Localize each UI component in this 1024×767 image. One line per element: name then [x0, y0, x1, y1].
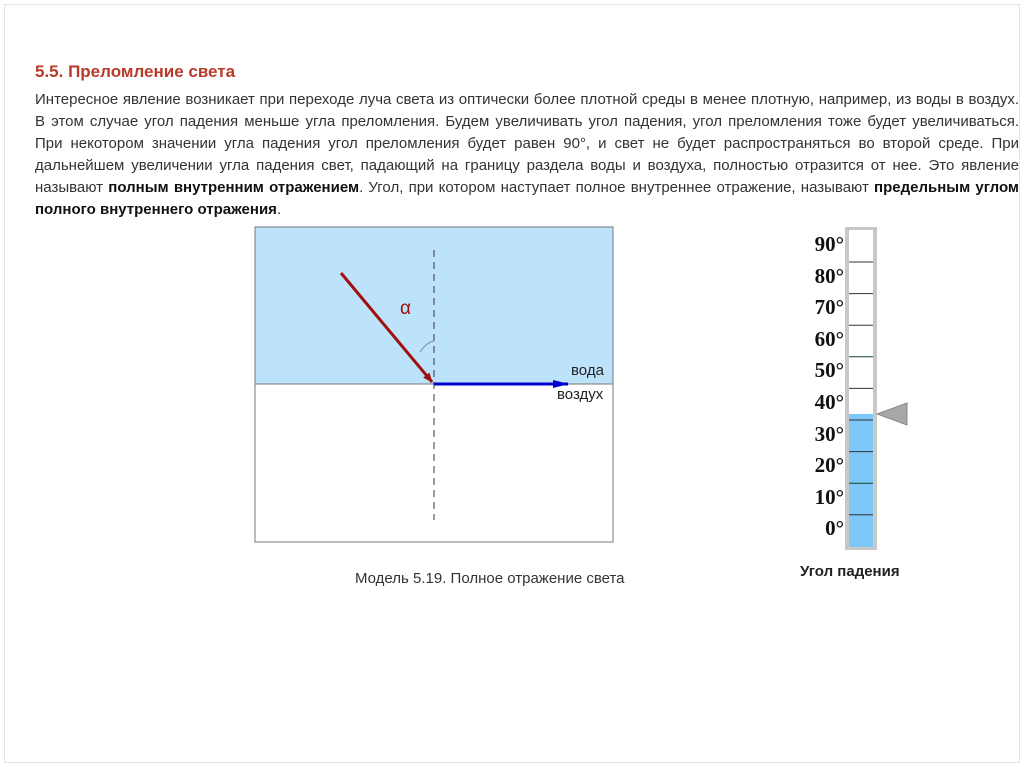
angle-label: 20°	[814, 453, 844, 478]
water-label: вода	[571, 362, 604, 379]
angle-label: 90°	[814, 232, 844, 256]
slider-thumb[interactable]	[877, 403, 907, 425]
angle-label: 10°	[814, 484, 844, 509]
angle-label: 60°	[814, 326, 844, 351]
alpha-label: α	[400, 298, 411, 319]
angle-label: 30°	[814, 421, 844, 446]
angle-label: 80°	[814, 263, 844, 288]
text-part: Интересное явление возникает при переходе луча света из оптически более плотной среды в менее плотную, например, из воды в воздух. В этом случае угол падения меньше угла преломления. Будем увеличивать угол падения, угол преломления тоже будет увеличиваться. При некотором значении угла падения угол преломления будет равен 90°, и свет не будет распространяться во второй среде. При дальнейшем увеличении угла падения свет, падающий на границу раздела воды и воздуха, полностью отразится от нее. Это явление называют	[35, 91, 1019, 196]
term-critical-angle: предельным углом полного внутреннего отражения	[35, 179, 1020, 218]
term-total-internal-reflection: полным внутренним отражением	[108, 179, 360, 196]
angle-label: 50°	[814, 358, 844, 383]
text-part: . Угол, при котором наступает полное внутреннее отражение, называют	[359, 179, 875, 196]
angle-label: 0°	[825, 516, 844, 541]
slider-caption: Угол падения	[800, 563, 900, 580]
angle-label: 70°	[814, 295, 844, 320]
angle-label: 40°	[814, 390, 844, 414]
model-caption: Модель 5.19. Полное отражение света	[355, 570, 625, 587]
text-part: .	[276, 201, 282, 218]
slider-fill	[849, 414, 873, 547]
section-title: 5.5. Преломление света	[35, 62, 236, 81]
air-label: воздух	[557, 386, 604, 403]
